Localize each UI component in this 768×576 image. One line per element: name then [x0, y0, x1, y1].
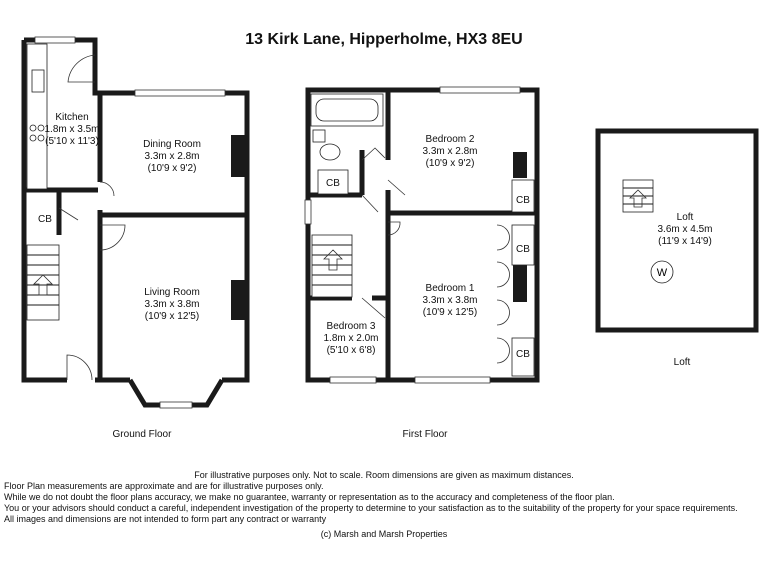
- basin-icon: [313, 130, 325, 142]
- kitchen-imperial: (5'10 x 11'3): [45, 136, 99, 147]
- kitchen-window: [35, 37, 75, 43]
- stairs-up: [312, 235, 352, 297]
- bay-window: [160, 402, 192, 408]
- disclaimer-line-5: All images and dimensions are not intended to form part any contract or warranty: [4, 514, 327, 524]
- kitchen-name: Kitchen: [55, 112, 89, 123]
- bedroom2-imperial: (10'9 x 9'2): [425, 158, 475, 169]
- living-name: Living Room: [144, 287, 200, 298]
- bedroom2-cb-label: CB: [516, 195, 530, 206]
- bedroom2-chimney: [513, 152, 527, 178]
- disclaimer-line-2: Floor Plan measurements are approximate and are for illustrative purposes only.: [4, 481, 324, 491]
- toilet-icon: [320, 144, 340, 160]
- kitchen-metric: 1.8m x 3.5m: [44, 124, 100, 135]
- bedroom2-metric: 3.3m x 2.8m: [422, 146, 478, 157]
- dining-name: Dining Room: [143, 139, 201, 150]
- disclaimer-line-4: You or your advisors should conduct a careful, independent investigation of the property to determine to your satisfaction as to the suitability of the property for your space requirements.: [4, 503, 738, 513]
- hob-icon: [38, 135, 44, 141]
- living-imperial: (10'9 x 12'5): [144, 311, 200, 322]
- bedroom1-name: Bedroom 1: [425, 283, 475, 294]
- bedroom3-door-icon: [362, 298, 385, 318]
- kitchen-worktop: [27, 44, 47, 189]
- landing-door-icon: [362, 195, 378, 212]
- hob-icon: [30, 135, 36, 141]
- bathroom-cb-label: CB: [326, 178, 340, 189]
- loft-name: Loft: [676, 212, 694, 223]
- bedroom1-window: [415, 377, 490, 383]
- wardrobe-door-icon: [497, 262, 509, 287]
- bedroom1-imperial: (10'9 x 12'5): [422, 307, 478, 318]
- bedroom2-window: [440, 87, 520, 93]
- hob-icon: [30, 125, 36, 131]
- disclaimer-line-1: For illustrative purposes only. Not to scale. Room dimensions are given as maximum distances.: [194, 470, 574, 480]
- loft-metric: 3.6m x 4.5m: [657, 224, 713, 235]
- bathroom-door-icon: [362, 148, 385, 160]
- bedroom3-metric: 1.8m x 2.0m: [323, 333, 379, 344]
- loft-imperial: (11'9 x 14'9): [658, 236, 712, 247]
- bedroom2-door-icon: [388, 180, 405, 195]
- bedroom3-imperial: (5'10 x 6'8): [326, 345, 376, 356]
- kitchen-dining-door-icon: [100, 182, 114, 196]
- ground-floor-label: Ground Floor: [112, 429, 172, 440]
- stairs: [27, 245, 59, 320]
- copyright: (c) Marsh and Marsh Properties: [320, 529, 448, 539]
- dining-imperial: (10'9 x 9'2): [147, 163, 197, 174]
- bedroom2-name: Bedroom 2: [425, 134, 475, 145]
- wardrobe-door-icon: [497, 225, 509, 250]
- dining-metric: 3.3m x 2.8m: [144, 151, 200, 162]
- living-door-icon: [100, 225, 125, 250]
- kitchen-sink-icon: [32, 70, 44, 92]
- front-door-icon: [67, 355, 92, 380]
- bedroom1-chimney: [513, 262, 527, 302]
- wardrobe-door-icon: [497, 300, 509, 325]
- cb-door-icon: [59, 208, 78, 220]
- bedroom3-name: Bedroom 3: [326, 321, 376, 332]
- living-metric: 3.3m x 3.8m: [144, 299, 200, 310]
- bedroom1-cb-lower-label: CB: [516, 349, 530, 360]
- ground-floor: [24, 37, 247, 408]
- disclaimer-line-3: While we do not doubt the floor plans accuracy, we make no guarantee, warranty or representation as to the accuracy and completeness of the floor plan.: [4, 492, 615, 502]
- hob-icon: [38, 125, 44, 131]
- landing-window: [305, 200, 311, 224]
- boiler-label: W: [656, 267, 668, 279]
- dining-window: [135, 90, 225, 96]
- dining-chimney: [231, 135, 245, 177]
- back-door-icon: [68, 55, 95, 82]
- first-floor-label: First Floor: [402, 429, 448, 440]
- ground-cb-label: CB: [38, 214, 52, 225]
- bedroom1-cb-upper-label: CB: [516, 244, 530, 255]
- loft-floor-label: Loft: [673, 357, 691, 368]
- living-chimney: [231, 280, 245, 320]
- bedroom3-window: [330, 377, 376, 383]
- wardrobe-door-icon: [497, 338, 509, 363]
- bedroom1-metric: 3.3m x 3.8m: [422, 295, 478, 306]
- plan-title: 13 Kirk Lane, Hipperholme, HX3 8EU: [245, 31, 523, 48]
- bath-tub-icon: [316, 99, 378, 121]
